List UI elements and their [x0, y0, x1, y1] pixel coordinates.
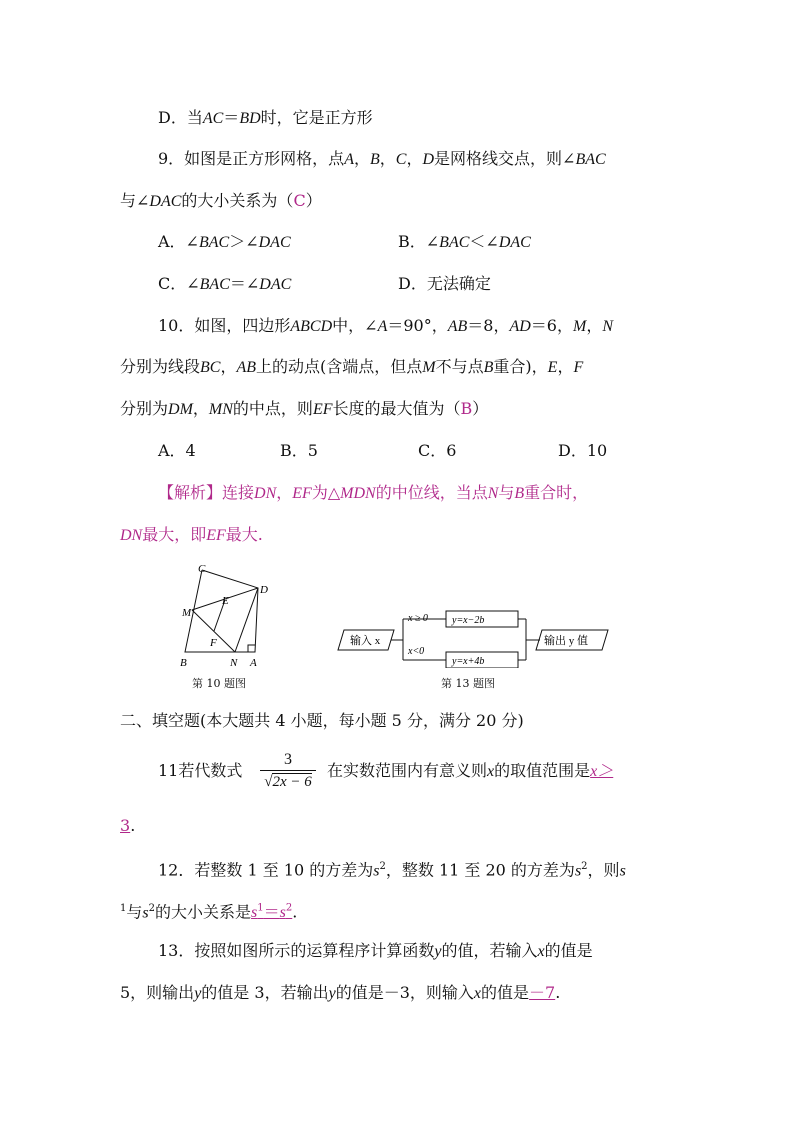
question-11-line-2: 3. — [120, 816, 136, 835]
cond-top-label: x ≥ 0 — [408, 613, 428, 624]
label-e: E — [222, 595, 229, 607]
section-heading: 二、填空题(本大题共 4 小题，每小题 5 分，满分 20 分) — [120, 711, 524, 730]
option-d-q9: D．无法确定 — [398, 274, 491, 293]
question-12-line-2: $^1$与$s^2$的大小关系是$s^1=s^2$. — [120, 902, 298, 922]
analysis-line-1: 【解析】连接DN，EF为△MDN的中位线，当点N与B重合时， — [158, 483, 589, 502]
output-label: 输出 y 值 — [544, 635, 588, 647]
figure-10-diagram — [170, 560, 280, 675]
label-b: B — [180, 657, 187, 669]
figure-13-caption: 第 13 题图 — [441, 677, 495, 690]
option-b-q9: B．∠BAC＜∠DAC — [398, 232, 531, 251]
answer-12: $s^1=s^2$ — [251, 902, 293, 922]
question-13-line-1: 13．按照如图所示的运算程序计算函数y的值，若输入x的值是 — [158, 941, 593, 960]
label-m: M — [182, 607, 192, 619]
sqrt-sign: √ — [264, 774, 273, 790]
eq-top-label: y=x−2b — [452, 615, 485, 626]
fraction — [258, 750, 318, 793]
fraction-numerator: 3 — [284, 751, 292, 768]
question-10-line-3: 分别为DM，MN的中点，则EF长度的最大值为（B） — [120, 399, 489, 418]
fraction-denominator: √2x − 6 — [264, 774, 312, 790]
question-10-line-1: 10．如图，四边形ABCD中，∠A＝90°，AB＝8，AD＝6，M，N — [158, 316, 613, 335]
cond-bottom-label: x<0 — [408, 646, 425, 657]
option-c-q10: C．6 — [418, 441, 457, 460]
question-11-text-a: 11若代数式 — [158, 761, 243, 780]
option-d-q8: D．当AC＝BD时，它是正方形 — [158, 108, 373, 127]
eq-bottom-label: y=x+4b — [452, 656, 485, 667]
question-12-line-1: 12．若整数 1 至 10 的方差为$s^2$，整数 11 至 20 的方差为$s^2$，则s — [158, 860, 626, 880]
segment-dn — [235, 588, 258, 652]
input-label: 输入 x — [350, 635, 381, 647]
answer-13: －7 — [529, 983, 556, 1002]
label-c: C — [198, 563, 206, 575]
question-9-line-1: 9．如图是正方形网格，点A，B，C，D是网格线交点，则∠BAC — [158, 149, 606, 168]
figure-10-caption: 第 10 题图 — [192, 677, 246, 690]
option-a-q10: A．4 — [158, 441, 196, 460]
answer-10: B — [460, 399, 473, 418]
analysis-line-2: DN最大，即EF最大. — [120, 525, 263, 544]
answer-11-part1: x＞ — [590, 763, 614, 780]
question-11-text-b: 在实数范围内有意义则x的取值范围是x＞ — [327, 761, 614, 780]
question-9-line-2: 与∠DAC的大小关系为（C） — [120, 191, 322, 210]
option-a-q9: A．∠BAC＞∠DAC — [158, 232, 291, 251]
figure-13-flowchart — [330, 608, 620, 668]
option-d-q10: D．10 — [558, 441, 608, 460]
label-n: N — [230, 657, 238, 669]
option-b-q10: B．5 — [280, 441, 318, 460]
answer-9: C — [293, 191, 306, 210]
label-f: F — [210, 637, 217, 649]
answer-11-part2: 3 — [120, 816, 131, 835]
label-d: D — [260, 584, 268, 596]
question-13-line-2: 5，则输出y的值是 3，若输出y的值是－3，则输入x的值是－7. — [120, 983, 561, 1002]
label-a: A — [250, 657, 257, 669]
right-angle-mark — [248, 645, 255, 652]
option-c-q9: C．∠BAC＝∠DAC — [158, 274, 292, 293]
question-10-line-2: 分别为线段BC，AB上的动点(含端点，但点M不与点B重合)，E，F — [120, 357, 584, 376]
